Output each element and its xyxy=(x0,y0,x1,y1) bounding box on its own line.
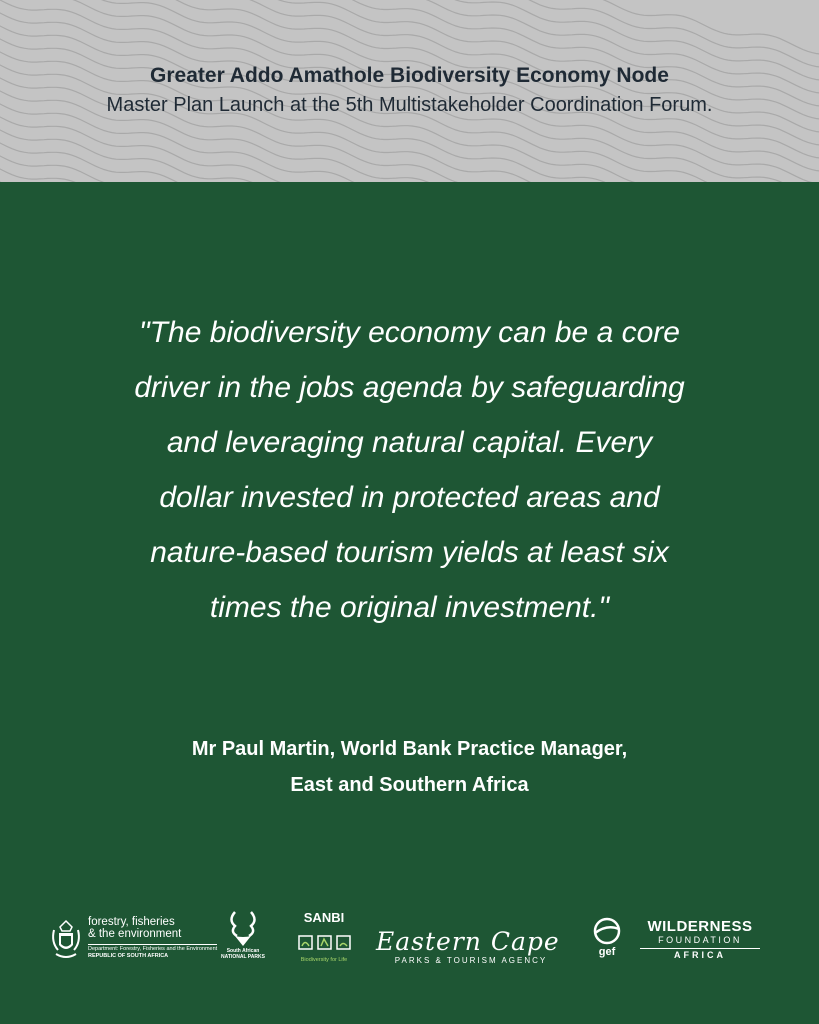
globe-icon xyxy=(590,916,624,946)
wave-line xyxy=(0,0,819,67)
wave-line xyxy=(0,0,819,54)
sanbi-logo xyxy=(294,910,354,970)
dffe-line-1: forestry, fisheries xyxy=(88,916,175,928)
quote-line: "The biodiversity economy can be a core xyxy=(139,316,680,349)
attribution-region: East and Southern Africa xyxy=(290,774,529,796)
wilderness-line-3: AFRICA xyxy=(674,950,726,960)
sanbi-squares-icon xyxy=(294,930,354,956)
quote-text xyxy=(80,305,739,635)
attribution-name-title: Mr Paul Martin, World Bank Practice Manager, xyxy=(191,738,628,760)
dffe-line-2: & the environment xyxy=(88,928,182,940)
ecpta-name: Eastern Cape xyxy=(376,927,560,956)
kudu-icon xyxy=(218,910,268,948)
page-subtitle: Master Plan Launch at the 5th Multistakeholder Coordination Forum. xyxy=(106,94,713,116)
partner-logos xyxy=(0,910,819,972)
sanparks-line-2: NATIONAL PARKS xyxy=(221,954,265,960)
page-title: Greater Addo Amathole Biodiversity Economy Node xyxy=(150,64,669,87)
quote-line: driver in the jobs agenda by safeguarding xyxy=(134,371,685,404)
sanbi-tagline: Biodiversity for Life xyxy=(300,957,348,963)
wilderness-line-1: WILDERNESS xyxy=(647,918,753,935)
gef-label: gef xyxy=(598,946,616,958)
header-banner xyxy=(0,0,819,182)
wilderness-foundation-logo xyxy=(640,918,760,978)
dffe-line-4: REPUBLIC OF SOUTH AFRICA xyxy=(88,953,169,959)
quote-line: dollar invested in protected areas and xyxy=(159,481,660,514)
gef-logo xyxy=(590,916,624,976)
dffe-logo xyxy=(48,910,218,970)
quote-line: and leveraging natural capital. Every xyxy=(166,426,653,459)
sanparks-logo xyxy=(218,910,268,970)
coat-of-arms-icon xyxy=(48,918,84,962)
ecpta-logo xyxy=(376,928,566,988)
header-titles xyxy=(0,62,819,120)
ecpta-subtitle: PARKS & TOURISM AGENCY xyxy=(394,956,548,965)
quote-attribution xyxy=(60,731,759,803)
sanparks-line-1: South African xyxy=(226,948,260,954)
quote-line: nature-based tourism yields at least six xyxy=(150,536,669,569)
dffe-line-3: Department: Forestry, Fisheries and the Environment xyxy=(88,946,218,952)
sanbi-name: SANBI xyxy=(303,910,345,925)
quote-line: times the original investment." xyxy=(209,591,610,624)
wilderness-line-2: FOUNDATION xyxy=(640,935,760,949)
wave-line xyxy=(0,135,819,182)
